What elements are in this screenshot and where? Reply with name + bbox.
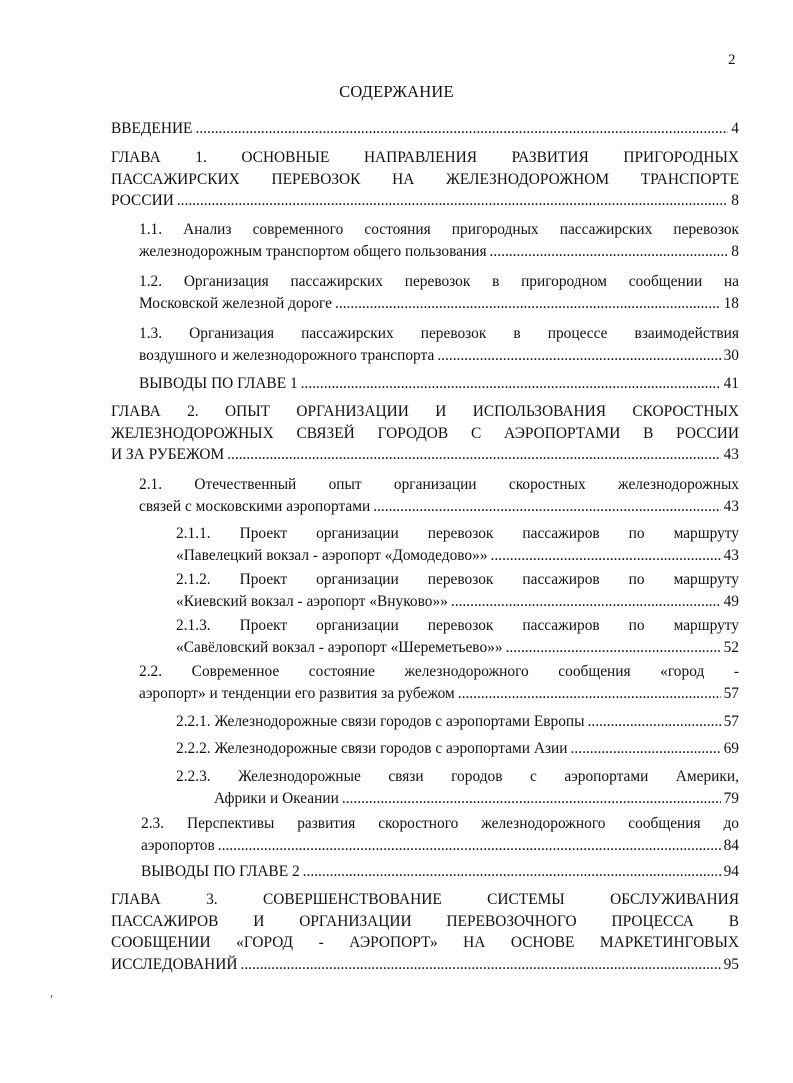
toc-entry-text: 2.2.1. Железнодорожные связи городов с аэропортами Европы <box>176 713 585 730</box>
toc-page-number: 94 <box>723 863 739 880</box>
leader-dots <box>490 241 729 263</box>
leader-dots <box>335 293 721 315</box>
toc-entry-2-1[interactable] <box>139 474 739 517</box>
toc-page-number: 57 <box>723 684 739 702</box>
toc-entry-text: СООБЩЕНИИ «ГОРОД - АЭРОПОРТ» НА ОСНОВЕ МАРКЕТИНГОВЫХ <box>111 934 739 952</box>
leader-dots <box>303 861 721 883</box>
toc-entry-2-2-2[interactable] <box>176 738 739 760</box>
toc-page-number: 69 <box>723 740 739 757</box>
leader-dots <box>218 835 721 857</box>
leader-dots <box>227 444 720 466</box>
toc-entry-text: ЖЕЛЕЗНОДОРОЖНЫХ СВЯЗЕЙ ГОРОДОВ С АЭРОПОРТАМИ В РОССИИ <box>111 424 739 442</box>
toc-entry-text: Африки и Океании <box>214 789 339 807</box>
leader-dots <box>571 738 721 760</box>
toc-entry-text: 2.1. Отечественный опыт организации скоростных железнодорожных <box>139 476 739 493</box>
toc-entry-text: ВЫВОДЫ ПО ГЛАВЕ 2 <box>141 863 300 880</box>
toc-entry-chapter-1[interactable] <box>111 147 739 212</box>
toc-entry-text: железнодорожным транспортом общего пользования <box>139 242 487 260</box>
toc-entry-text: «Киевский вокзал - аэропорт «Внуково»» <box>176 592 448 610</box>
leader-dots <box>342 788 721 810</box>
toc-entry-text: воздушного и железнодорожного транспорта <box>139 346 435 364</box>
toc-page-number: 8 <box>731 242 739 260</box>
leader-dots <box>177 190 728 212</box>
toc-page-number: 79 <box>723 789 739 807</box>
leader-dots <box>373 496 720 518</box>
toc-entry-text: ПАССАЖИРОВ И ОРГАНИЗАЦИИ ПЕРЕВОЗОЧНОГО ПРОЦЕССА В <box>111 912 739 930</box>
toc-entry-1-3[interactable] <box>139 323 739 366</box>
toc-entry-text: ПАССАЖИРСКИХ ПЕРЕВОЗОК НА ЖЕЛЕЗНОДОРОЖНОМ ТРАНСПОРТЕ <box>111 170 739 188</box>
toc-entry-text: 2.1.3. Проект организации перевозок пассажиров по маршруту <box>176 617 739 634</box>
toc-entry-text: И ЗА РУБЕЖОМ <box>111 446 225 464</box>
toc-entry-2-1-3[interactable] <box>176 615 739 658</box>
toc-entry-2-1-2[interactable] <box>176 569 739 612</box>
toc-entry-chapter-3[interactable] <box>111 889 739 975</box>
leader-dots <box>491 545 721 567</box>
toc-entry-text: Московской железной дороге <box>139 294 332 312</box>
toc-page-number: 18 <box>723 294 739 312</box>
page-number: 2 <box>728 52 736 68</box>
leader-dots <box>240 954 720 976</box>
toc-entry-text: 2.2.3. Железнодорожные связи городов с аэропортами Америки, <box>176 768 739 785</box>
toc-entry-text: ИССЛЕДОВАНИЙ <box>111 955 238 973</box>
toc-entry-2-2[interactable] <box>139 661 739 704</box>
toc-entry-text: 2.1.1. Проект организации перевозок пассажиров по маршруту <box>176 525 739 542</box>
toc-entry-1-2[interactable] <box>139 271 739 314</box>
toc-entry-text: ГЛАВА 2. ОПЫТ ОРГАНИЗАЦИИ И ИСПОЛЬЗОВАНИЯ СКОРОСТНЫХ <box>111 403 739 420</box>
toc-page-number: 43 <box>723 546 739 564</box>
toc-entry-text: 1.1. Анализ современного состояния пригородных пассажирских перевозок <box>139 221 739 238</box>
leader-dots <box>451 591 721 613</box>
toc-entry-text: аэропорт» и тенденции его развития за рубежом <box>139 684 455 702</box>
toc-entry-introduction[interactable] <box>111 118 739 140</box>
toc-entry-conclusions-2[interactable] <box>141 861 739 883</box>
toc-entry-text: «Павелецкий вокзал - аэропорт «Домодедово»» <box>176 546 488 564</box>
toc-entry-text: аэропортов <box>141 836 215 854</box>
toc-entry-1-1[interactable] <box>139 219 739 262</box>
toc-entry-2-2-3[interactable] <box>176 766 739 809</box>
toc-entry-text: ВЫВОДЫ ПО ГЛАВЕ 1 <box>139 375 298 392</box>
toc-page-number: 84 <box>723 836 739 854</box>
toc-entry-text: связей с московскими аэропортами <box>139 497 371 515</box>
toc-page-number: 41 <box>723 375 739 392</box>
toc-entry-text: 2.3. Перспективы развития скоростного железнодорожного сообщения до <box>141 815 739 832</box>
scan-speck: ‘ <box>50 994 54 1005</box>
toc-entry-text: ВВЕДЕНИЕ <box>111 120 193 137</box>
page-title: СОДЕРЖАНИЕ <box>339 82 454 101</box>
leader-dots <box>301 373 721 395</box>
toc-page-number: 57 <box>723 713 739 730</box>
toc-entry-text: «Савёловский вокзал - аэропорт «Шереметьево»» <box>176 638 503 656</box>
leader-dots <box>437 345 720 367</box>
toc-entry-text: 1.3. Организация пассажирских перевозок в процессе взаимодействия <box>139 325 739 342</box>
toc-page-number: 49 <box>723 592 739 610</box>
toc-page-number: 30 <box>723 346 739 364</box>
toc-page-number: 43 <box>723 497 739 515</box>
toc-page-number: 52 <box>723 638 739 656</box>
leader-dots <box>506 637 721 659</box>
toc-entry-2-1-1[interactable] <box>176 523 739 566</box>
leader-dots <box>458 683 721 705</box>
toc-page-number: 4 <box>731 120 739 137</box>
toc-entry-2-2-1[interactable] <box>176 711 739 733</box>
toc-entry-text: ГЛАВА 1. ОСНОВНЫЕ НАПРАВЛЕНИЯ РАЗВИТИЯ ПРИГОРОДНЫХ <box>111 149 739 166</box>
toc-page-number: 43 <box>723 446 739 464</box>
toc-entry-text: 2.1.2. Проект организации перевозок пассажиров по маршруту <box>176 571 739 588</box>
toc-entry-conclusions-1[interactable] <box>139 373 739 395</box>
leader-dots <box>588 711 721 733</box>
toc-page-number: 95 <box>723 955 739 973</box>
toc-entry-text: РОССИИ <box>111 192 174 210</box>
toc-entry-2-3[interactable] <box>141 813 739 856</box>
toc-page-number: 8 <box>731 192 739 210</box>
toc-entry-text: 2.2.2. Железнодорожные связи городов с аэропортами Азии <box>176 740 568 757</box>
toc-entry-text: 2.2. Современное состояние железнодорожного сообщения «город - <box>139 663 739 680</box>
toc-entry-text: ГЛАВА 3. СОВЕРШЕНСТВОВАНИЕ СИСТЕМЫ ОБСЛУЖИВАНИЯ <box>111 891 739 908</box>
leader-dots <box>195 118 728 140</box>
toc-entry-text: 1.2. Организация пассажирских перевозок в пригородном сообщении на <box>139 273 739 290</box>
toc-entry-chapter-2[interactable] <box>111 401 739 466</box>
